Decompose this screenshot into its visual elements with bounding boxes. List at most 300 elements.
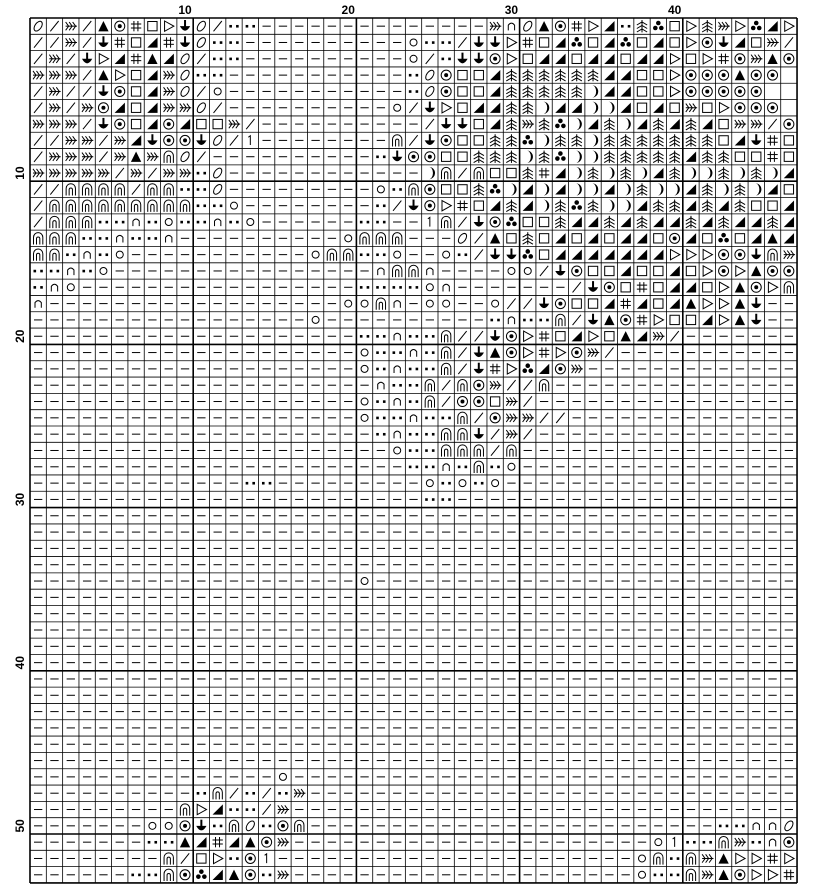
corner-triangle-symbol [555,233,565,243]
feather-lines-symbol [278,871,289,879]
dot-circle-symbol [768,266,778,276]
crescent-symbol [543,134,549,146]
double-dot-symbol [229,58,238,61]
small-circle-symbol [165,219,172,226]
open-square-symbol [670,38,679,47]
open-triangle-symbol [99,54,108,64]
feather-lines-symbol [147,153,158,161]
open-square-symbol [637,70,646,79]
arch-symbol [425,396,434,408]
open-square-symbol [784,152,793,161]
crescent-symbol [755,183,761,195]
feather-lines-symbol [718,22,729,30]
open-square-symbol [131,119,140,128]
arch-symbol [442,363,451,375]
anchor-symbol [555,265,565,276]
corner-triangle-symbol [686,233,696,243]
column-number: 20 [341,3,355,17]
dot-circle-symbol [425,152,435,162]
arch-symbol [507,445,516,457]
arch-symbol [34,233,43,245]
feather-lines-symbol [115,136,126,144]
double-dot-symbol [213,41,222,44]
hatch-symbol [539,347,549,357]
feather-lines-symbol [49,169,60,177]
fir-tree-symbol [686,134,696,146]
double-dot-symbol [735,825,744,828]
dot-circle-symbol [474,380,484,390]
double-dot-symbol [409,384,418,387]
hatch-symbol [637,282,647,292]
corner-triangle-symbol [539,54,549,64]
open-triangle-symbol [703,266,712,276]
arch-symbol [82,200,91,212]
hatch-symbol [767,853,777,863]
hatch-symbol [784,870,794,880]
open-square-symbol [539,217,548,226]
open-triangle-symbol [736,853,745,863]
corner-triangle-symbol [213,870,223,880]
slash-symbol [34,135,42,145]
anchor-symbol [457,53,467,64]
fir-tree-symbol [506,151,516,163]
slash-symbol [426,54,434,64]
open-triangle-symbol [116,70,125,80]
crescent-symbol [625,118,631,130]
double-dot-symbol [719,825,728,828]
open-square-symbol [539,38,548,47]
row-number: 10 [13,166,27,180]
n-glyph-symbol [394,431,400,438]
open-triangle-symbol [442,103,451,113]
arch-symbol [295,820,304,832]
open-square-symbol [474,136,483,145]
oval-symbol [212,134,224,147]
open-triangle-symbol [736,21,745,31]
fir-tree-symbol [539,151,549,163]
corner-triangle-symbol [604,184,614,194]
double-dot-symbol [425,498,434,501]
open-square-symbol [605,332,614,341]
fir-tree-symbol [621,167,631,179]
hatch-symbol [718,54,728,64]
dot-circle-symbol [425,184,435,194]
n-glyph-symbol [410,350,416,357]
open-triangle-symbol [654,315,663,325]
corner-triangle-symbol [653,217,663,227]
fir-tree-symbol [702,183,712,195]
small-circle-symbol [361,398,368,405]
anchor-symbol [474,346,484,357]
corner-triangle-symbol [604,21,614,31]
n-glyph-symbol [443,284,449,291]
double-dot-symbol [34,286,43,289]
corner-triangle-symbol [147,70,157,80]
dot-circle-symbol [441,70,451,80]
corner-triangle-symbol [718,201,728,211]
open-square-symbol [148,22,157,31]
open-triangle-symbol [719,103,728,113]
dot-circle-symbol [180,821,190,831]
double-dot-symbol [197,204,206,207]
corner-triangle-symbol [213,804,223,814]
small-circle-symbol [312,251,319,258]
corner-triangle-symbol [147,86,157,96]
double-dot-symbol [621,25,630,28]
slash-symbol [458,347,466,357]
small-circle-symbol [116,251,123,258]
arch-symbol [442,216,451,228]
feather-lines-symbol [49,120,60,128]
double-dot-symbol [197,792,206,795]
corner-triangle-symbol [669,282,679,292]
dot-circle-symbol [735,54,745,64]
hatch-symbol [164,37,174,47]
arch-symbol [393,135,402,147]
open-triangle-symbol [703,54,712,64]
double-dot-symbol [442,41,451,44]
open-square-symbol [458,185,467,194]
dot-circle-symbol [425,201,435,211]
feather-lines-symbol [33,71,44,79]
n-glyph-symbol [394,301,400,308]
double-dot-symbol [490,319,499,322]
trefoil-symbol [653,21,664,31]
arch-symbol [474,445,483,457]
feather-lines-symbol [278,805,289,813]
double-dot-symbol [376,335,385,338]
small-circle-symbol [655,839,662,846]
corner-triangle-symbol [735,37,745,47]
slash-symbol [83,119,91,129]
open-square-symbol [474,87,483,96]
fir-tree-symbol [490,134,500,146]
crescent-symbol [592,102,598,114]
double-dot-symbol [376,253,385,256]
dot-circle-symbol [180,135,190,145]
trefoil-symbol [555,151,566,161]
crescent-symbol [576,151,582,163]
slash-symbol [524,396,532,406]
double-dot-symbol [376,417,385,420]
fir-tree-symbol [718,167,728,179]
open-triangle-symbol [785,21,794,31]
corner-triangle-symbol [702,217,712,227]
feather-lines-symbol [164,71,175,79]
open-triangle-symbol [670,86,679,96]
anchor-symbol [490,36,500,47]
open-square-symbol [637,266,646,275]
filled-triangle-symbol [131,152,141,162]
arch-symbol [34,249,43,261]
n-glyph-symbol [84,252,90,259]
feather-lines-symbol [66,136,77,144]
fir-tree-symbol [523,167,533,179]
slash-symbol [458,217,466,227]
hatch-symbol [621,298,631,308]
corner-triangle-symbol [555,54,565,64]
double-dot-symbol [229,25,238,28]
arch-symbol [784,282,793,294]
open-triangle-symbol [736,266,745,276]
row-number: 20 [13,329,27,343]
crescent-symbol [772,167,778,179]
feather-lines-symbol [82,136,93,144]
feather-lines-symbol [490,22,501,30]
slash-symbol [116,168,124,178]
anchor-symbol [98,118,108,129]
corner-triangle-symbol [669,119,679,129]
arch-symbol [164,151,173,163]
arch-symbol [686,853,695,865]
arch-symbol [442,331,451,343]
double-dot-symbol [425,41,434,44]
corner-triangle-symbol [490,86,500,96]
slash-symbol [50,37,58,47]
anchor-symbol [98,36,108,47]
slash-symbol [148,168,156,178]
double-dot-symbol [393,188,402,191]
corner-triangle-symbol [653,168,663,178]
anchor-symbol [425,134,435,145]
feather-lines-symbol [278,838,289,846]
n-glyph-symbol [394,366,400,373]
dot-circle-symbol [115,86,125,96]
arch-symbol [164,200,173,212]
dot-circle-symbol [719,70,729,80]
feather-lines-symbol [66,38,77,46]
arch-symbol [66,184,75,196]
open-triangle-symbol [507,364,516,374]
double-dot-symbol [360,286,369,289]
corner-triangle-symbol [637,119,647,129]
double-dot-symbol [458,466,467,469]
small-circle-symbol [492,300,499,307]
n-glyph-symbol [215,219,221,226]
dot-circle-symbol [604,282,614,292]
fir-tree-symbol [555,134,565,146]
open-square-symbol [752,201,761,210]
dot-circle-symbol [784,266,794,276]
fir-tree-symbol [474,183,484,195]
small-circle-symbol [508,463,515,470]
slash-symbol [34,37,42,47]
double-dot-symbol [425,417,434,420]
oval-symbol [196,101,208,114]
hatch-symbol [539,168,549,178]
oval-symbol [783,819,795,832]
double-dot-symbol [180,221,189,224]
slash-symbol [34,152,42,162]
anchor-symbol [82,53,92,64]
oval-symbol [179,69,191,82]
crescent-symbol [592,151,598,163]
dot-circle-symbol [751,70,761,80]
small-circle-symbol [394,104,401,111]
double-dot-symbol [278,792,287,795]
small-circle-symbol [410,55,417,62]
corner-triangle-symbol [767,21,777,31]
slash-symbol [475,413,483,423]
feather-lines-symbol [66,169,77,177]
feather-lines-symbol [49,87,60,95]
oval-symbol [179,85,191,98]
double-dot-symbol [442,482,451,485]
anchor-symbol [588,314,598,325]
double-dot-symbol [180,188,189,191]
dot-circle-symbol [702,37,712,47]
slash-symbol [458,168,466,178]
feather-lines-symbol [751,120,762,128]
filled-triangle-symbol [686,298,696,308]
open-square-symbol [752,38,761,47]
anchor-symbol [474,36,484,47]
dot-circle-symbol [278,821,288,831]
slash-symbol [197,152,205,162]
open-square-symbol [197,854,206,863]
double-dot-symbol [213,204,222,207]
small-circle-symbol [165,822,172,829]
feather-lines-symbol [49,104,60,112]
open-square-symbol [539,234,548,243]
fir-tree-symbol [604,118,614,130]
double-dot-symbol [229,857,238,860]
slash-symbol [573,315,581,325]
arch-symbol [180,804,189,816]
slash-symbol [605,347,613,357]
filled-triangle-symbol [98,21,108,31]
crescent-symbol [576,183,582,195]
double-dot-symbol [654,874,663,877]
corner-triangle-symbol [735,135,745,145]
dot-circle-symbol [735,103,745,113]
n-glyph-symbol [394,399,400,406]
slash-symbol [475,233,483,243]
arch-symbol [82,184,91,196]
feather-lines-symbol [66,120,77,128]
crescent-symbol [657,183,663,195]
fir-tree-symbol [702,134,712,146]
arch-symbol [768,249,777,261]
filled-triangle-symbol [490,347,500,357]
arch-symbol [50,249,59,261]
feather-lines-symbol [572,365,583,373]
slash-symbol [34,201,42,211]
open-square-symbol [458,87,467,96]
double-dot-symbol [376,400,385,403]
open-square-symbol [637,38,646,47]
anchor-symbol [441,118,451,129]
trefoil-symbol [196,869,207,879]
corner-triangle-symbol [490,70,500,80]
dot-circle-symbol [441,86,451,96]
crescent-symbol [592,183,598,195]
corner-triangle-symbol [555,249,565,259]
double-dot-symbol [246,25,255,28]
corner-triangle-symbol [637,249,647,259]
open-square-symbol [572,299,581,308]
crescent-symbol [739,167,745,179]
slash-symbol [785,37,793,47]
fir-tree-symbol [637,151,647,163]
double-dot-symbol [376,286,385,289]
open-square-symbol [490,397,499,406]
trefoil-symbol [571,200,582,210]
corner-triangle-symbol [784,217,794,227]
row-number: 30 [13,492,27,507]
corner-triangle-symbol [604,249,614,259]
double-dot-symbol [246,792,255,795]
double-dot-symbol [425,368,434,371]
feather-lines-symbol [82,169,93,177]
crescent-symbol [527,151,533,163]
open-square-symbol [588,266,597,275]
open-triangle-symbol [785,853,794,863]
dot-circle-symbol [572,348,582,358]
fir-tree-symbol [523,102,533,114]
open-square-symbol [768,201,777,210]
small-circle-symbol [361,349,368,356]
double-dot-symbol [148,237,157,240]
fir-tree-symbol [604,151,614,163]
filled-triangle-symbol [767,54,777,64]
fir-tree-symbol [539,69,549,81]
corner-triangle-symbol [751,217,761,227]
fir-tree-symbol [767,216,777,228]
corner-triangle-symbol [669,266,679,276]
slash-symbol [67,103,75,113]
double-dot-symbol [458,253,467,256]
dot-circle-symbol [719,250,729,260]
column-number: 30 [504,3,519,17]
open-square-symbol [588,299,597,308]
small-circle-symbol [639,855,646,862]
dot-circle-symbol [735,870,745,880]
fir-tree-symbol [506,200,516,212]
anchor-symbol [180,20,190,31]
fir-tree-symbol [604,216,614,228]
corner-triangle-symbol [490,103,500,113]
filled-triangle-symbol [147,54,157,64]
double-dot-symbol [262,825,271,828]
arch-symbol [131,200,140,212]
open-triangle-symbol [197,804,206,814]
filled-triangle-symbol [98,70,108,80]
slash-symbol [475,249,483,259]
double-dot-symbol [82,270,91,273]
double-dot-symbol [229,808,238,811]
n-glyph-symbol [117,235,123,242]
corner-triangle-symbol [686,184,696,194]
slash-symbol [197,86,205,96]
small-circle-symbol [459,480,466,487]
slash-symbol [573,282,581,292]
arch-symbol [425,380,434,392]
open-square-symbol [686,315,695,324]
double-dot-symbol [409,433,418,436]
dot-circle-symbol [735,86,745,96]
crescent-symbol [576,118,582,130]
double-dot-symbol [393,351,402,354]
double-dot-symbol [262,874,271,877]
fir-tree-symbol [702,151,712,163]
open-square-symbol [605,266,614,275]
open-square-symbol [654,70,663,79]
slash-symbol [214,21,222,31]
crescent-symbol [543,102,549,114]
small-circle-symbol [231,202,238,209]
fir-tree-symbol [735,200,745,212]
